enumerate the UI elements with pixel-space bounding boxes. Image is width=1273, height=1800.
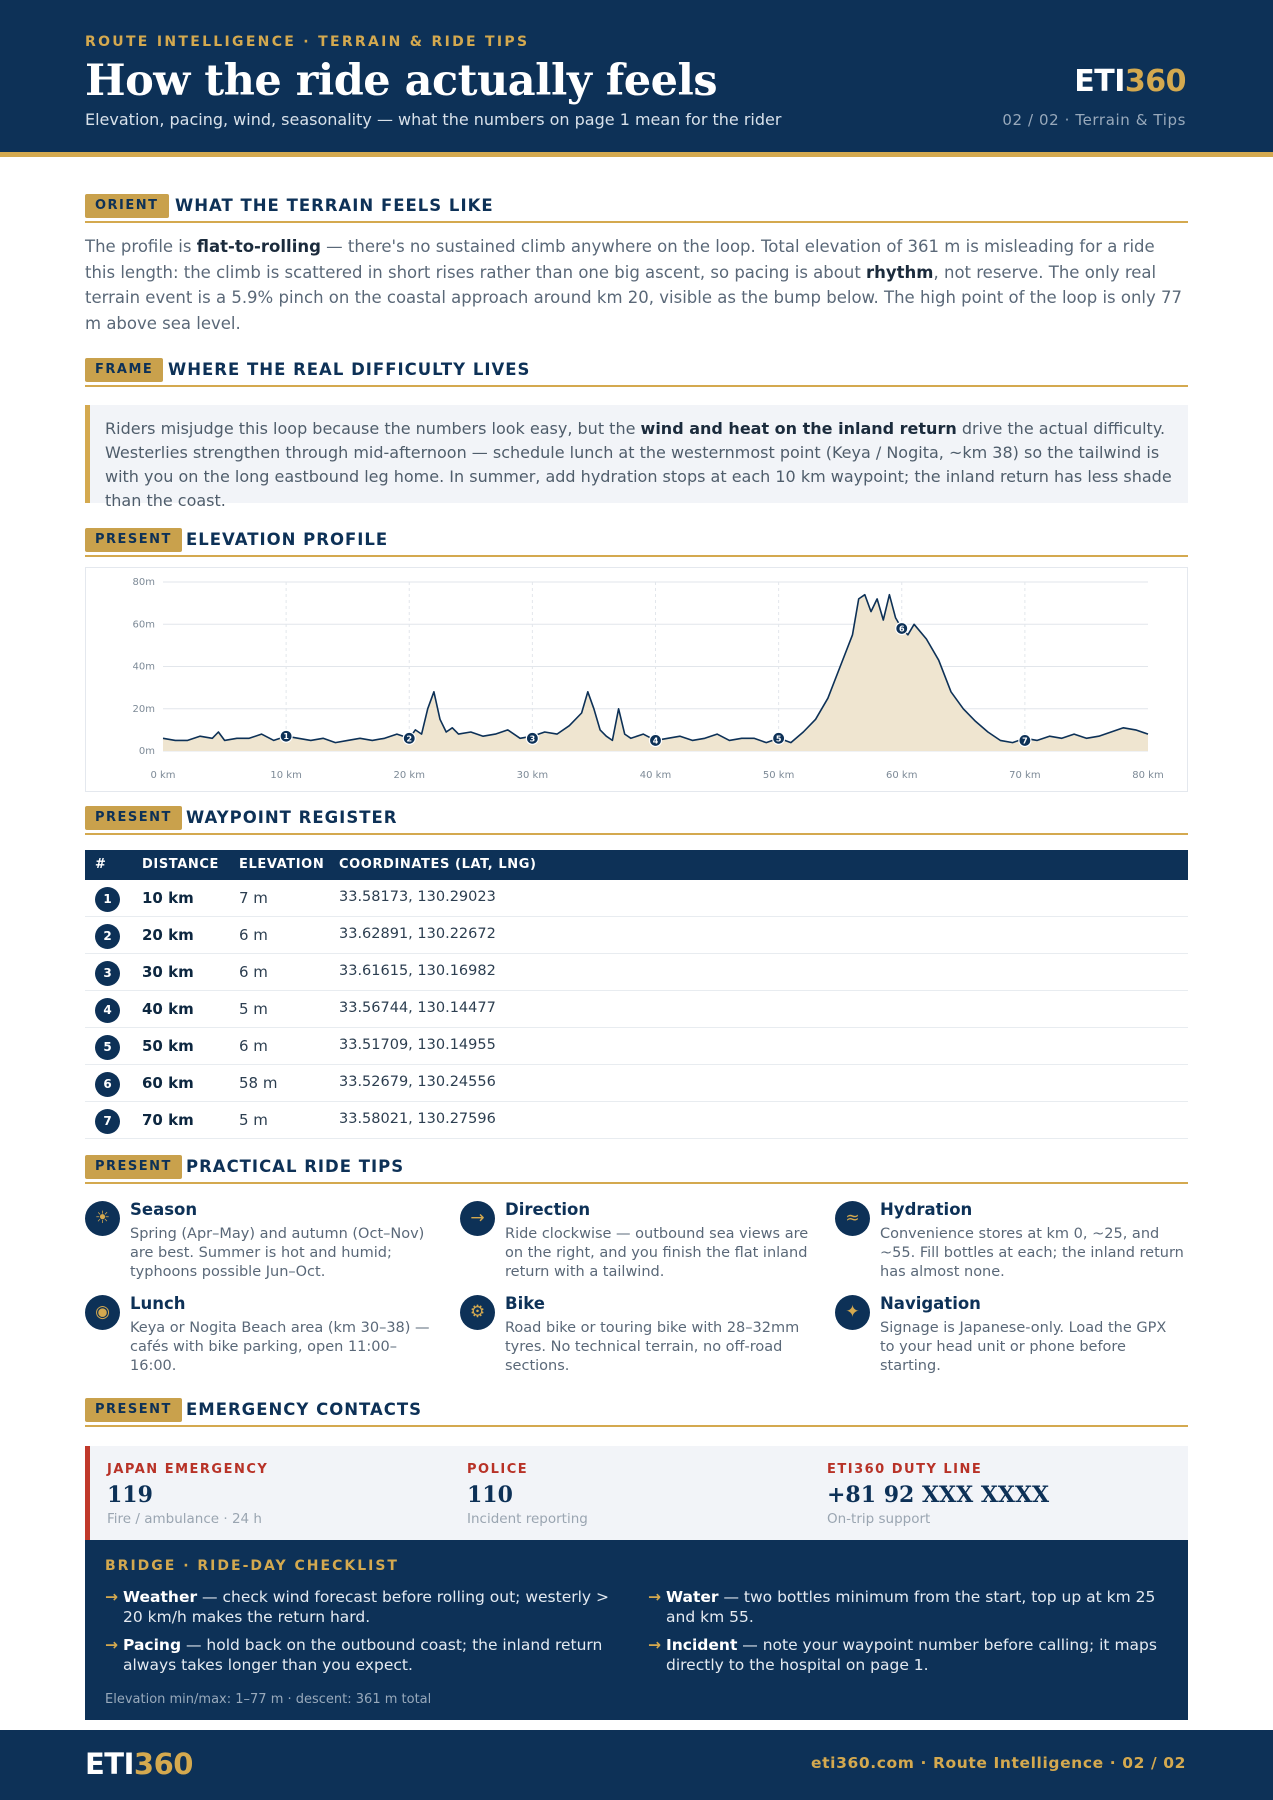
contact-sub: Fire / ambulance · 24 h bbox=[107, 1511, 262, 1527]
arrow-icon: → bbox=[648, 1636, 661, 1654]
waypoint-marker-6 bbox=[896, 622, 908, 634]
page-header bbox=[0, 0, 1273, 157]
tip-body: Ride clockwise — outbound sea views are on the right, and you finish the flat inland return with a tailwind. bbox=[505, 1226, 809, 1280]
y-tick-label: 20m bbox=[132, 703, 155, 715]
section-tag: PRESENT bbox=[85, 1398, 182, 1422]
page-info: 02 / 02 · Terrain & Tips bbox=[1002, 111, 1186, 129]
arrow-icon: → bbox=[460, 1201, 495, 1236]
section-title: ELEVATION PROFILE bbox=[186, 530, 389, 549]
x-tick-label: 40 km bbox=[639, 770, 672, 781]
table-row bbox=[85, 991, 1188, 1028]
cell-coordinates: 33.58173, 130.29023 bbox=[339, 889, 496, 905]
section-title: PRACTICAL RIDE TIPS bbox=[186, 1157, 405, 1176]
checklist-item-weather: → Weather — check wind forecast before rolling out; westerly > 20 km/h makes the return hard. bbox=[105, 1588, 610, 1626]
y-tick-label: 60m bbox=[132, 619, 155, 631]
table-row bbox=[85, 1065, 1188, 1102]
cell-coordinates: 33.62891, 130.22672 bbox=[339, 926, 496, 942]
section-tag: PRESENT bbox=[85, 528, 182, 552]
y-tick-label: 40m bbox=[132, 661, 155, 673]
cell-distance: 70 km bbox=[142, 1111, 194, 1129]
section-title: EMERGENCY CONTACTS bbox=[186, 1400, 423, 1419]
section-title: WHERE THE REAL DIFFICULTY LIVES bbox=[168, 360, 531, 379]
waypoint-number: 4 bbox=[652, 736, 659, 746]
checklist-item-water: → Water — two bottles minimum from the start, top up at km 25 and km 55. bbox=[648, 1588, 1156, 1626]
section-tips bbox=[85, 1154, 1188, 1184]
waypoint-number: 7 bbox=[1022, 736, 1028, 746]
cell-distance: 20 km bbox=[142, 926, 194, 944]
cell-distance: 60 km bbox=[142, 1074, 194, 1092]
arrow-icon: → bbox=[648, 1588, 661, 1606]
table-row bbox=[85, 954, 1188, 991]
section-emergency bbox=[85, 1397, 1188, 1427]
waypoint-table bbox=[85, 850, 1188, 1139]
table-header bbox=[85, 850, 1188, 880]
footer-link[interactable]: eti360.com · Route Intelligence · 02 / 02 bbox=[811, 1754, 1186, 1772]
cell-elevation: 6 m bbox=[239, 963, 268, 981]
section-tag: FRAME bbox=[85, 358, 163, 382]
tip-title: Hydration bbox=[880, 1200, 973, 1219]
section-elevation bbox=[85, 527, 1188, 557]
cell-coordinates: 33.52679, 130.24556 bbox=[339, 1074, 496, 1090]
waypoint-marker-5 bbox=[773, 732, 785, 744]
table-row bbox=[85, 1102, 1188, 1139]
ride-day-checklist bbox=[85, 1540, 1188, 1720]
cell-coordinates: 33.56744, 130.14477 bbox=[339, 1000, 496, 1016]
contact-number[interactable]: 110 bbox=[467, 1482, 513, 1508]
contact-number[interactable]: +81 92 XXX XXXX bbox=[827, 1482, 1050, 1508]
x-tick-label: 10 km bbox=[270, 770, 302, 781]
section-orient bbox=[85, 193, 1188, 223]
checklist-item-pacing: → Pacing — hold back on the outbound coast; the inland return always takes longer than you expect. bbox=[105, 1636, 603, 1674]
x-tick-label: 50 km bbox=[762, 770, 795, 781]
contact-duty-line bbox=[827, 1462, 1049, 1527]
elevation-footnote: Elevation min/max: 1–77 m · descent: 361 m total bbox=[105, 1692, 432, 1707]
x-tick-label: 20 km bbox=[393, 770, 425, 781]
contact-japan-emergency bbox=[107, 1462, 268, 1527]
tip-title: Season bbox=[130, 1200, 198, 1219]
tip-body: Signage is Japanese-only. Load the GPX to your head unit or phone before starting. bbox=[880, 1320, 1167, 1374]
page-footer bbox=[0, 1730, 1273, 1800]
waypoint-badge: 5 bbox=[95, 1035, 120, 1060]
header-kicker: ROUTE INTELLIGENCE · TERRAIN & RIDE TIPS bbox=[85, 34, 530, 50]
tip-body: Road bike or touring bike with 28–32mm tyres. No technical terrain, no off-road sections. bbox=[505, 1320, 800, 1374]
section-waypoints bbox=[85, 805, 1188, 835]
checklist-title: BRIDGE · RIDE-DAY CHECKLIST bbox=[105, 1558, 399, 1574]
waypoint-badge: 4 bbox=[95, 998, 120, 1023]
x-tick-label: 0 km bbox=[150, 770, 176, 781]
y-tick-label: 80m bbox=[132, 577, 155, 588]
x-tick-label: 30 km bbox=[516, 770, 549, 781]
tip-body: Convenience stores at km 0, ~25, and ~55. Fill bottles at each; the inland return has almost none. bbox=[880, 1226, 1184, 1280]
waypoint-marker-2 bbox=[403, 732, 415, 744]
column-header: # bbox=[95, 857, 107, 872]
contact-label: JAPAN EMERGENCY bbox=[107, 1462, 269, 1477]
table-row bbox=[85, 880, 1188, 917]
x-tick-label: 70 km bbox=[1009, 770, 1041, 781]
section-tag: ORIENT bbox=[85, 194, 169, 218]
sun-icon: ☀ bbox=[85, 1201, 120, 1236]
elevation-chart bbox=[85, 567, 1188, 792]
x-tick-label: 60 km bbox=[886, 770, 918, 781]
cell-elevation: 7 m bbox=[239, 889, 268, 907]
cell-distance: 50 km bbox=[142, 1037, 194, 1055]
table-row bbox=[85, 917, 1188, 954]
waypoint-number: 6 bbox=[898, 624, 905, 634]
page-title: How the ride actually feels bbox=[85, 56, 718, 106]
section-title: WHAT THE TERRAIN FEELS LIKE bbox=[175, 196, 494, 215]
waypoint-number: 1 bbox=[283, 732, 289, 742]
difficulty-callout: Riders misjudge this loop because the numbers look easy, but the wind and heat on the inland return drive the actual difficulty. Westerlies strengthen through mid-afternoon — schedule lunch at the westernmost point (Keya / Nogita, ~km 38) so the tailwind is with you on the long eastbound leg home. In summer, add hydration stops at each 10 km waypoint; the inland return has less shade than the coast. bbox=[85, 405, 1188, 503]
gear-icon: ⚙ bbox=[460, 1295, 495, 1330]
cell-distance: 30 km bbox=[142, 963, 194, 981]
tip-body: Spring (Apr–May) and autumn (Oct–Nov) are best. Summer is hot and humid; typhoons possible Jun–Oct. bbox=[130, 1226, 425, 1280]
contact-label: ETI360 DUTY LINE bbox=[827, 1462, 983, 1477]
y-tick-label: 0m bbox=[138, 746, 155, 757]
table-body bbox=[85, 880, 1188, 1139]
waypoint-badge: 7 bbox=[95, 1109, 120, 1134]
logo-main: ETI bbox=[1074, 64, 1125, 99]
plate-icon: ◉ bbox=[85, 1295, 120, 1330]
waypoint-marker-7 bbox=[1019, 734, 1031, 746]
cell-coordinates: 33.61615, 130.16982 bbox=[339, 963, 496, 979]
section-tag: PRESENT bbox=[85, 806, 182, 830]
waypoint-number: 5 bbox=[775, 734, 782, 744]
contact-number[interactable]: 119 bbox=[107, 1482, 153, 1508]
tip-title: Navigation bbox=[880, 1294, 981, 1313]
cell-distance: 40 km bbox=[142, 1000, 194, 1018]
column-header: COORDINATES (LAT, LNG) bbox=[339, 857, 537, 872]
arrow-icon: → bbox=[105, 1588, 118, 1606]
section-tag: PRESENT bbox=[85, 1155, 182, 1179]
checklist-item-incident: → Incident — note your waypoint number before calling; it maps directly to the hospital on page 1. bbox=[648, 1636, 1157, 1674]
cell-elevation: 5 m bbox=[239, 1000, 268, 1018]
water-icon: ≈ bbox=[835, 1201, 870, 1236]
cell-elevation: 5 m bbox=[239, 1111, 268, 1129]
section-frame bbox=[85, 357, 1188, 387]
brand-logo bbox=[1074, 64, 1186, 99]
waypoint-badge: 6 bbox=[95, 1072, 120, 1097]
waypoint-badge: 1 bbox=[95, 887, 120, 912]
cell-elevation: 6 m bbox=[239, 1037, 268, 1055]
footer-logo: ETI360 bbox=[85, 1747, 193, 1781]
waypoint-badge: 2 bbox=[95, 924, 120, 949]
cell-elevation: 58 m bbox=[239, 1074, 278, 1092]
waypoint-marker-3 bbox=[526, 732, 538, 744]
tip-title: Bike bbox=[505, 1294, 545, 1313]
waypoint-badge: 3 bbox=[95, 961, 120, 986]
waypoint-marker-1 bbox=[280, 730, 292, 742]
arrow-icon: → bbox=[105, 1636, 118, 1654]
tip-title: Direction bbox=[505, 1200, 591, 1219]
column-header: ELEVATION bbox=[239, 857, 325, 872]
tip-title: Lunch bbox=[130, 1294, 186, 1313]
column-header: DISTANCE bbox=[142, 857, 220, 872]
waypoint-number: 3 bbox=[529, 734, 536, 744]
cell-distance: 10 km bbox=[142, 889, 194, 907]
cell-coordinates: 33.51709, 130.14955 bbox=[339, 1037, 496, 1053]
orient-paragraph: The profile is flat-to-rolling — there's no sustained climb anywhere on the loop. Total elevation of 361 m is misleading for a ride this length: the climb is scattered in short rises rather than one big ascent, so pacing is about rhythm, not reserve. The only real terrain event is a 5.9% pinch on the coastal approach around km 20, visible as the bump below. The high point of the loop is only 77 m above sea level. bbox=[85, 237, 1183, 333]
section-title: WAYPOINT REGISTER bbox=[186, 808, 398, 827]
table-row bbox=[85, 1028, 1188, 1065]
contact-sub: Incident reporting bbox=[467, 1511, 588, 1527]
page-subtitle: Elevation, pacing, wind, seasonality — what the numbers on page 1 mean for the rider bbox=[85, 110, 782, 129]
cell-coordinates: 33.58021, 130.27596 bbox=[339, 1111, 496, 1127]
logo-accent: 360 bbox=[1124, 64, 1186, 99]
compass-icon: ✦ bbox=[835, 1295, 870, 1330]
tip-body: Keya or Nogita Beach area (km 30–38) — cafés with bike parking, open 11:00–16:00. bbox=[130, 1320, 430, 1374]
elevation-chart-svg bbox=[86, 568, 1189, 793]
emergency-contacts bbox=[85, 1446, 1188, 1540]
cell-elevation: 6 m bbox=[239, 926, 268, 944]
waypoint-number: 2 bbox=[406, 734, 413, 744]
contact-label: POLICE bbox=[467, 1462, 529, 1477]
contact-police bbox=[467, 1462, 588, 1527]
x-tick-label: 80 km bbox=[1132, 770, 1164, 781]
waypoint-marker-4 bbox=[650, 734, 662, 746]
contact-sub: On-trip support bbox=[827, 1511, 931, 1527]
